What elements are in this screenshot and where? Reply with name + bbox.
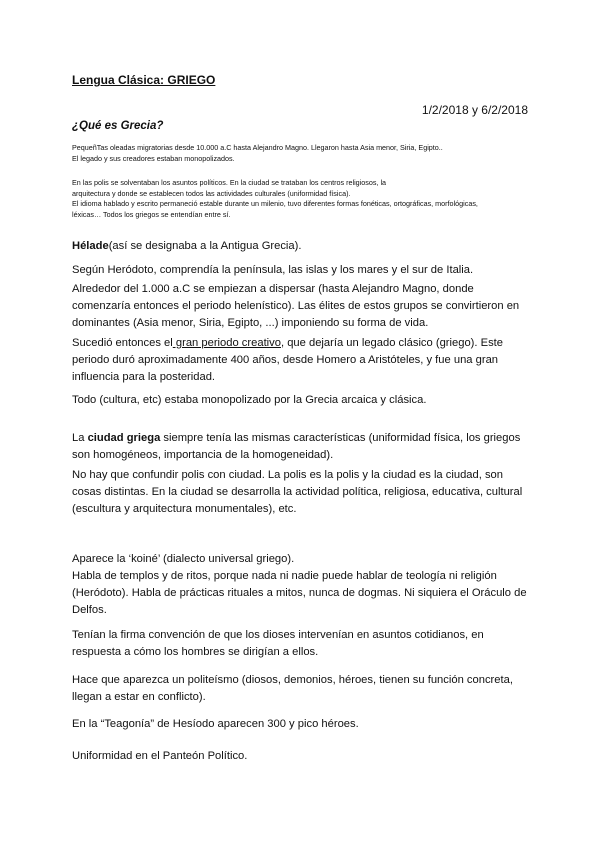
ciudad-text: La — [72, 432, 88, 444]
paragraph-teagonia: En la “Teagonía” de Hesíodo aparecen 300 y pico héroes. — [72, 718, 359, 730]
hellade-definition: (así se designaba a la Antigua Grecia). — [108, 240, 302, 252]
sucedio-text: Sucedió entonces el — [72, 337, 173, 349]
periodo-creativo-term: gran periodo creativo — [172, 337, 281, 349]
paragraph-templos: Habla de templos y de ritos, porque nada ni nadie puede hablar de teología ni religión (Heródoto). Habla de prácticas rituales a mitos, nunca de dogmas. Ni siquiera el Oráculo de Delfos. — [72, 570, 527, 616]
note-line: léxicas… Todos los griegos se entendían entre sí. — [72, 209, 231, 219]
note-line: El idioma hablado y escrito permaneció estable durante un milenio, tuvo diferentes formas fonéticas, ortográficas, morfológicas, — [72, 199, 478, 209]
note-line: arquitectura y donde se establecen todos las actividades culturales (uniformidad física). — [72, 188, 351, 198]
paragraph-koine: Aparece la ‘koiné’ (dialecto universal griego). — [72, 553, 295, 565]
note-line: PequeñTas oleadas migratorias desde 10.000 a.C hasta Alejandro Magno. Llegaron hasta Asia menor, Siria, Egipto.. — [72, 143, 443, 152]
sucedio-rest: , que dejaría un legado clásico (griego). Este periodo duró aproximadamente 400 años, desde Homero a Aristóteles, y fue una gran influencia para la posteridad. — [72, 337, 504, 383]
document-title: Lengua Clásica: GRIEGO — [72, 73, 216, 87]
notes-block-2 — [72, 178, 542, 220]
document-date: 1/2/2018 y 6/2/2018 — [421, 103, 528, 117]
paragraph-panteon: Uniformidad en el Panteón Político. — [72, 750, 248, 762]
paragraph-herodoto: Según Heródoto, comprendía la península, las islas y los mares y el sur de Italia. — [72, 264, 474, 276]
paragraph-polis: No hay que confundir polis con ciudad. La polis es la polis y la ciudad es la ciudad, son cosas distintas. En la ciudad se desarrolla la actividad política, religiosa, educativa, cultural (escultura y arquitectura monumentales), etc. — [72, 469, 523, 515]
note-line: En las polis se solventaban los asuntos políticos. En la ciudad se trataban los centros religiosos, la — [72, 178, 387, 187]
ciudad-rest: siempre tenía las mismas características (uniformidad física, los griegos son homogéneos, importancia de la homogeneidad). — [72, 432, 521, 461]
paragraph-hellade — [72, 238, 532, 255]
paragraph-alrededor: Alrededor del 1.000 a.C se empiezan a dispersar (hasta Alejandro Magno, donde comenzaría entonces el periodo helenístico). Las élites de estos grupos se convirtieron en dominantes (Asia menor, Siria, Egipto, ...) imponiendo su forma de vida. — [72, 283, 520, 329]
section-heading: ¿Qué es Grecia? — [72, 120, 164, 132]
paragraph-sucedio — [72, 335, 532, 386]
hellade-term: Hélade — [72, 240, 109, 252]
paragraph-todo: Todo (cultura, etc) estaba monopolizado por la Grecia arcaica y clásica. — [72, 394, 427, 406]
paragraph-firma: Tenían la firma convención de que los dioses intervenían en asuntos cotidianos, en respuesta a cómo los hombres se dirigían a ellos. — [72, 629, 484, 658]
note-line: El legado y sus creadores estaban monopolizados. — [72, 153, 235, 163]
paragraph-politeismo: Hace que aparezca un politeísmo (diosos, demonios, héroes, tienen su función concreta, llegan a estar en conflicto). — [72, 674, 513, 703]
notes-block-1 — [72, 143, 542, 164]
ciudad-griega-term: ciudad griega — [87, 432, 161, 444]
paragraph-ciudad — [72, 430, 532, 464]
